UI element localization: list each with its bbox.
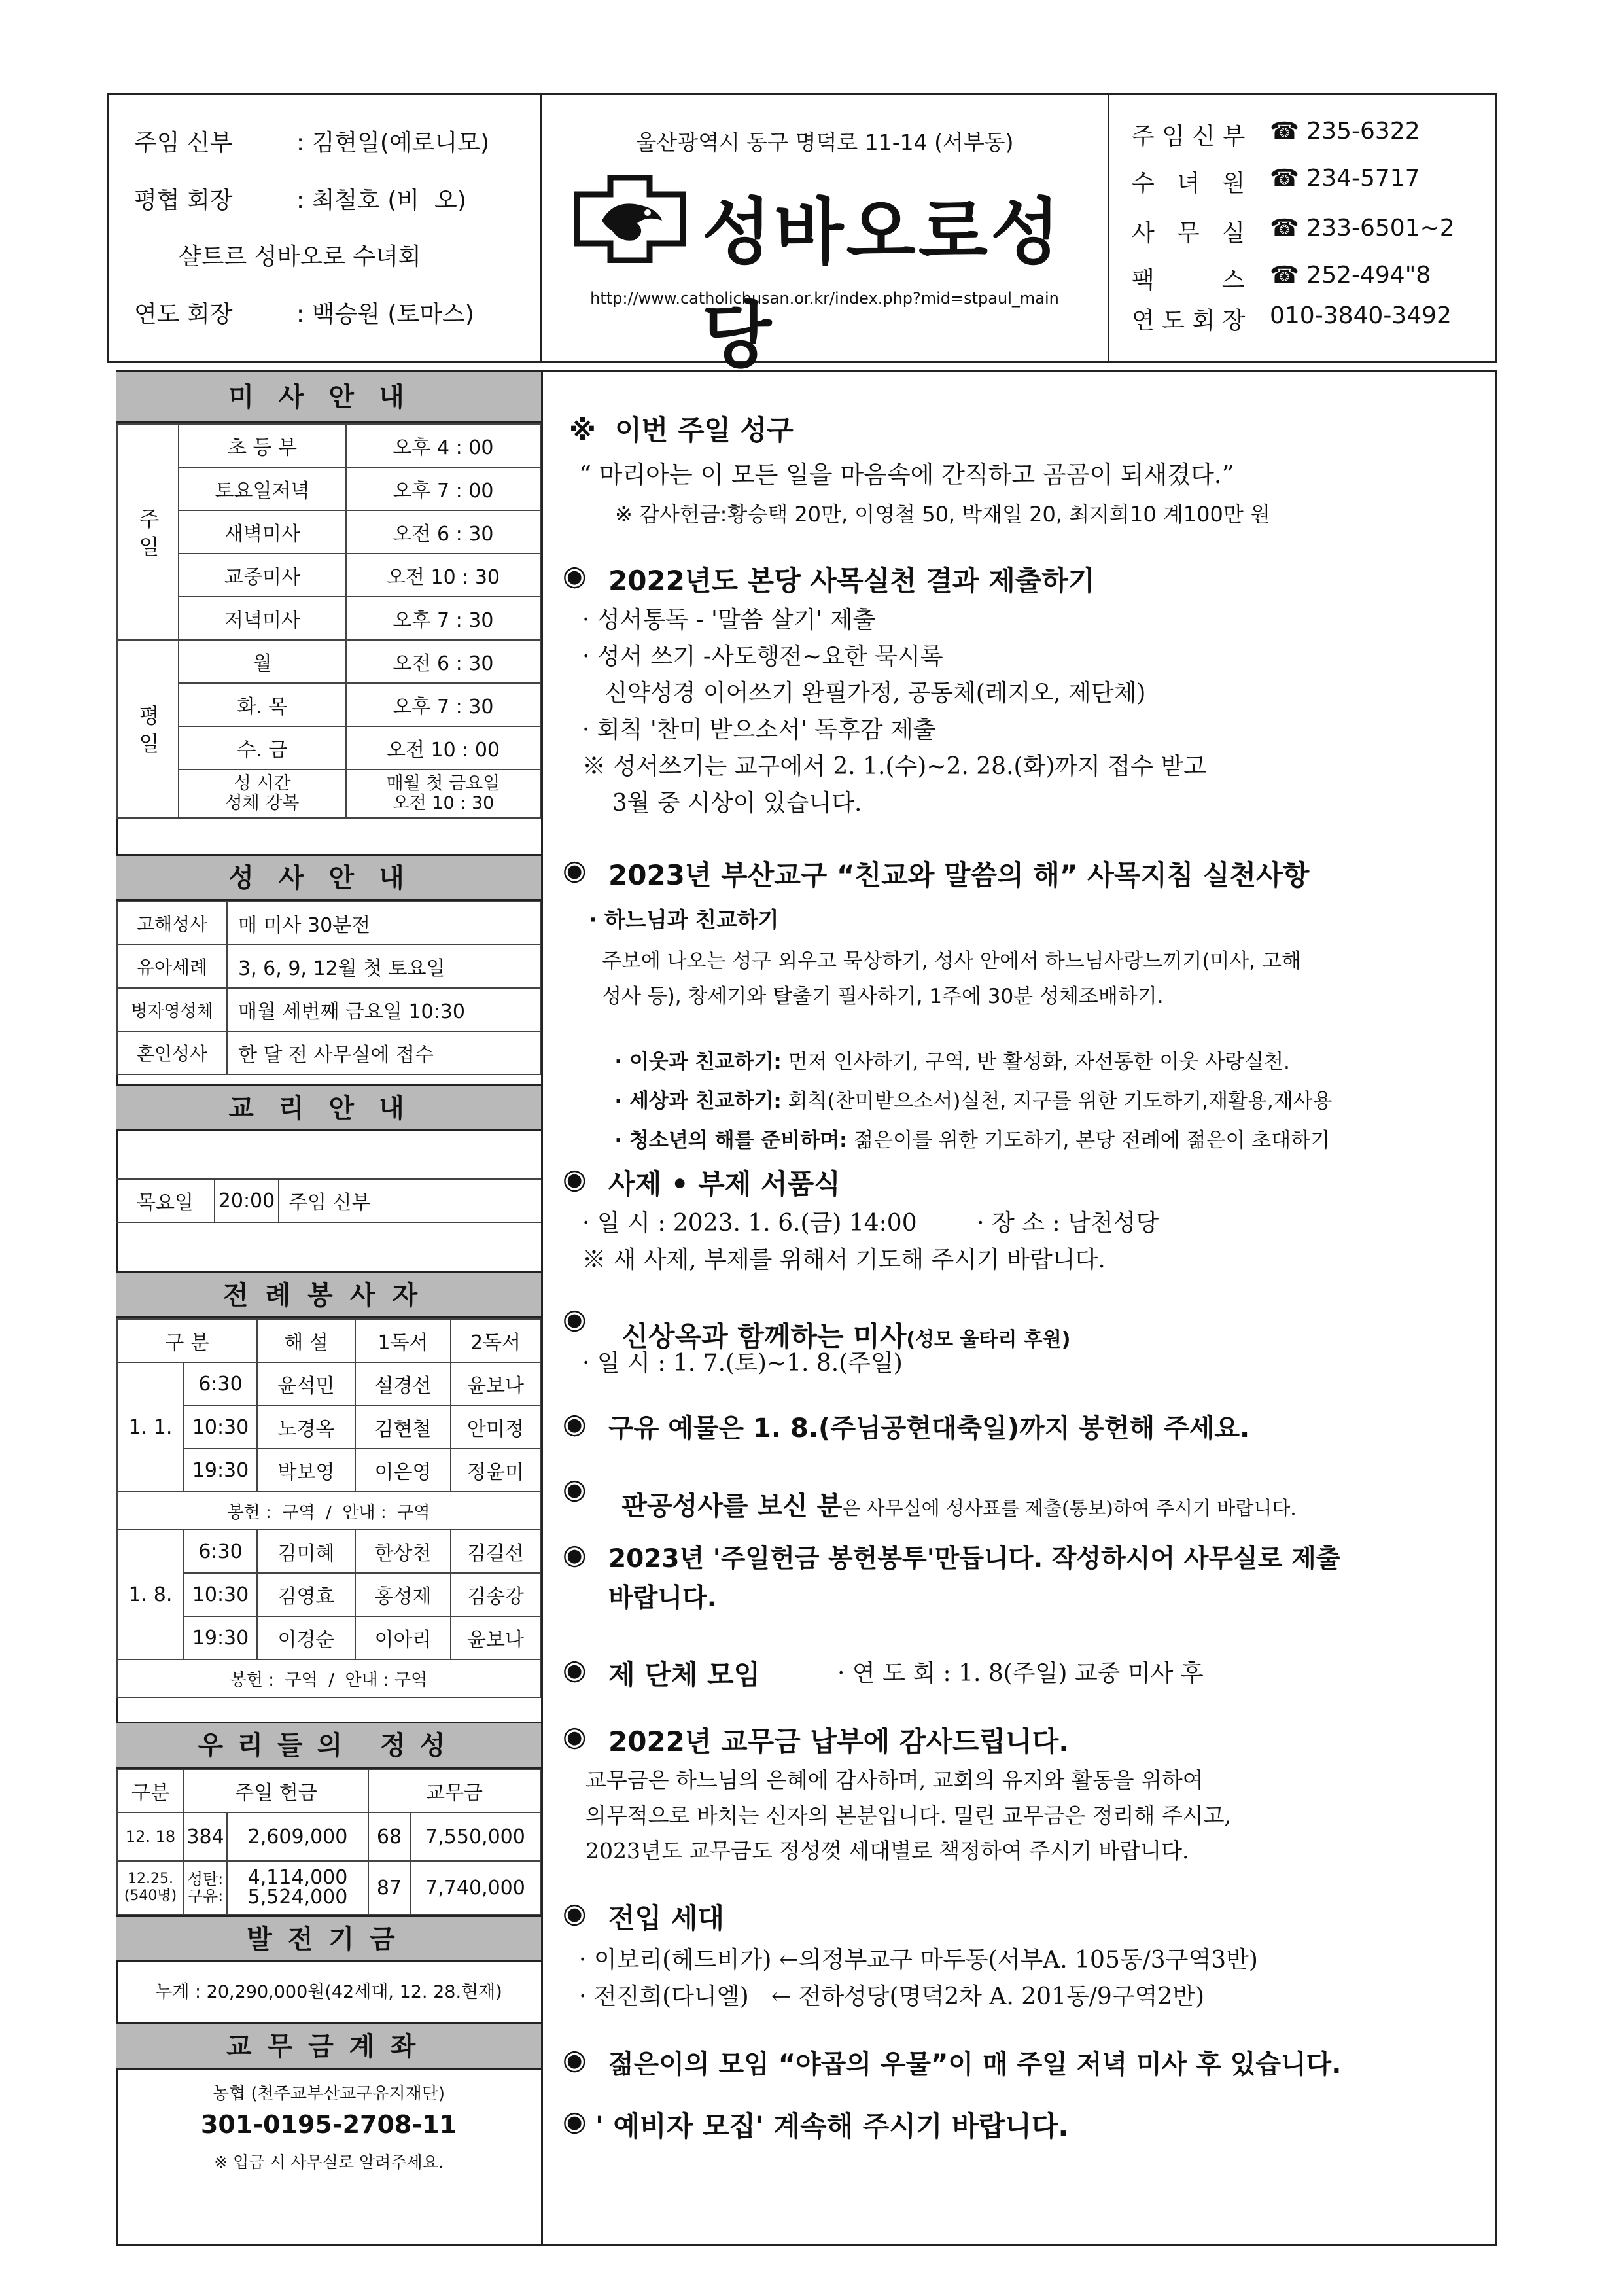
liturgy-cell: 설경선 — [355, 1362, 451, 1405]
offering-amount: 2,609,000 — [227, 1812, 368, 1861]
staff-label-2: 평협 회장 — [134, 187, 233, 214]
mass-name: 성 시간 성체 강복 — [179, 769, 346, 818]
sacrament-table — [116, 901, 541, 1075]
liturgy-cell: 정윤미 — [451, 1449, 540, 1492]
sunday-label: 주 일 — [117, 424, 179, 640]
mass-time: 매월 첫 금요일 오전 10 : 30 — [346, 769, 540, 818]
liturgy-cell: 6:30 — [184, 1530, 257, 1573]
staff-label-1: 주임 신부 — [134, 130, 233, 156]
s5-line1: · 일 시 : 1. 7.(토)~1. 8.(주일) — [582, 1350, 903, 1377]
sacrament-value: 매월 세번째 금요일 10:30 — [227, 988, 540, 1031]
s3-title: 2023년 부산교구 “친교와 말씀의 해” 사목지침 실천사항 — [608, 859, 1310, 891]
doctrine-who: 주임 신부 — [279, 1179, 541, 1222]
main-content — [543, 370, 1497, 2246]
liturgy-cell: 김길선 — [451, 1530, 540, 1573]
fund-text: 누계 : 20,290,000원(42세대, 12. 28.현재) — [155, 1982, 502, 2002]
s2-title: 2022년도 본당 사목실천 결과 제출하기 — [608, 565, 1095, 597]
s10-line: 교무금은 하느님의 은혜에 감사하며, 교회의 유지와 활동을 위하여 — [585, 1767, 1204, 1793]
s3-sub1-text1: 주보에 나오는 성구 외우고 묵상하기, 성사 안에서 하느님사랑느끼기(미사, 고해 — [602, 949, 1301, 973]
mass-time: 오후 7 : 30 — [346, 597, 540, 640]
church-url: http://www.catholicbusan.or.kr/index.php?mid=stpaul_main — [590, 289, 1059, 308]
mass-name: 교중미사 — [179, 554, 346, 597]
doctrine-table — [116, 1178, 541, 1223]
liturgy-cell: 김현철 — [355, 1405, 451, 1449]
s1-title: ※ 이번 주일 성구 — [569, 414, 794, 446]
header-church — [542, 93, 1108, 378]
sacrament-name: 혼인성사 — [117, 1031, 227, 1074]
church-address: 울산광역시 동구 명덕로 11-14 (서부동) — [635, 130, 1014, 155]
contact-label-5: 연 도 회 장 — [1132, 308, 1246, 334]
offering-header: 주일 헌금 — [184, 1769, 368, 1812]
offering-count: 68 — [368, 1812, 410, 1861]
s2-bullet-icon: ◉ — [563, 559, 587, 592]
liturgy-cell: 박보영 — [257, 1449, 355, 1492]
account-bank: 농협 (천주교부산교구유지재단) — [212, 2084, 445, 2104]
offering-amount: 4,114,000 5,524,000 — [227, 1861, 368, 1915]
liturgy-cell: 김송강 — [451, 1573, 540, 1616]
mass-time: 오후 7 : 30 — [346, 683, 540, 726]
mass-time: 오전 10 : 00 — [346, 726, 540, 769]
mass-title: 미사안내 — [116, 370, 541, 423]
staff-value-3: 샬트르 성바오로 수녀회 — [179, 243, 421, 270]
liturgy-date: 1. 1. — [117, 1362, 184, 1492]
liturgy-cell: 윤석민 — [257, 1362, 355, 1405]
offering-table — [116, 1769, 541, 1915]
s11-title: 전입 세대 — [608, 1902, 724, 1934]
liturgy-cell: 6:30 — [184, 1362, 257, 1405]
doctrine-time: 20:00 — [215, 1179, 279, 1222]
offering-header: 교무금 — [368, 1769, 540, 1812]
mass-name: 초 등 부 — [179, 424, 346, 467]
liturgy-cell: 19:30 — [184, 1449, 257, 1492]
s5-bullet-icon: ◉ — [563, 1303, 587, 1335]
offering-amount: 7,550,000 — [410, 1812, 540, 1861]
liturgy-cell: 김미혜 — [257, 1530, 355, 1573]
liturgy-header: 2독서 — [451, 1319, 540, 1362]
liturgy-cell: 홍성제 — [355, 1573, 451, 1616]
s9-title: 제 단체 모임 — [608, 1659, 761, 1691]
s8-bullet-icon: ◉ — [563, 1538, 587, 1570]
mass-name: 수. 금 — [179, 726, 346, 769]
liturgy-header: 구 분 — [117, 1319, 257, 1362]
account-number: 301-0195-2708-11 — [200, 2110, 457, 2139]
offering-title: 우리들의 정성 — [116, 1722, 541, 1769]
offering-count: 384 — [184, 1812, 227, 1861]
offering-amount: 7,740,000 — [410, 1861, 540, 1915]
s11-line: · 이보리(헤드비가) ←의정부교구 마두동(서부A. 105동/3구역3반) — [579, 1947, 1258, 1973]
weekday-label: 평 일 — [117, 640, 179, 818]
s3-sub2-text: 먼저 인사하기, 구역, 반 활성화, 자선통한 이웃 사랑실천. — [781, 1050, 1290, 1074]
contact-phone-2: ☎ 234-5717 — [1270, 165, 1420, 192]
s2-line: · 성서 쓰기 -사도행전~요한 묵시록 — [582, 643, 943, 670]
s6-title: 구유 예물은 1. 8.(주님공현대축일)까지 봉헌해 주세요. — [608, 1413, 1250, 1443]
liturgy-cell: 이아리 — [355, 1616, 451, 1659]
s2-line: · 회칙 '찬미 받으소서' 독후감 제출 — [582, 716, 936, 743]
s8-title2: 바랍니다. — [608, 1583, 717, 1613]
staff-value-2: : 최철호 (비 오) — [296, 187, 466, 214]
s11-bullet-icon: ◉ — [563, 1897, 587, 1929]
liturgy-date: 1. 8. — [117, 1530, 184, 1659]
church-logo-icon — [574, 175, 686, 263]
offering-count: 87 — [368, 1861, 410, 1915]
s12-title: 젊은이의 모임 “야곱의 우물”이 매 주일 저녁 미사 후 있습니다. — [608, 2049, 1342, 2079]
doctrine-title: 교리안내 — [116, 1084, 541, 1131]
s13-title: ' 예비자 모집' 계속해 주시기 바랍니다. — [595, 2110, 1069, 2142]
account-title: 교무금계좌 — [116, 2022, 541, 2070]
offering-date: 12. 18 — [117, 1812, 184, 1861]
account-note: ※ 입금 시 사무실로 알려주세요. — [214, 2153, 444, 2172]
sacrament-name: 유아세례 — [117, 945, 227, 988]
mass-time: 오전 10 : 30 — [346, 554, 540, 597]
s12-bullet-icon: ◉ — [563, 2043, 587, 2075]
mass-time: 오전 6 : 30 — [346, 640, 540, 683]
contact-phone-5: 010-3840-3492 — [1270, 302, 1452, 329]
staff-label-4: 연도 회장 — [134, 301, 233, 328]
liturgy-note: 봉헌 : 구역 / 안내 : 구역 — [117, 1659, 540, 1697]
liturgy-title: 전례봉사자 — [116, 1271, 541, 1318]
s9-text: · 연 도 회 : 1. 8(주일) 교중 미사 후 — [837, 1660, 1204, 1687]
s11-line: · 전진희(다니엘) ← 전하성당(명덕2차 A. 201동/9구역2반) — [579, 1983, 1205, 2010]
s1-note: ※ 감사헌금:황승택 20만, 이영철 50, 박재일 20, 최지희10 계100만 원 — [615, 502, 1270, 527]
sacrament-name: 병자영성체 — [117, 988, 227, 1031]
sidebar — [116, 370, 543, 2246]
s5-title-small: (성모 울타리 후원) — [906, 1328, 1071, 1351]
liturgy-cell: 19:30 — [184, 1616, 257, 1659]
liturgy-cell: 윤보나 — [451, 1362, 540, 1405]
s9-bullet-icon: ◉ — [563, 1653, 587, 1686]
fund-title: 발전기금 — [116, 1915, 541, 1962]
contact-label-3: 사 무 실 — [1132, 220, 1245, 247]
s10-bullet-icon: ◉ — [563, 1720, 587, 1752]
s4-line2: ※ 새 사제, 부제를 위해서 기도해 주시기 바랍니다. — [582, 1246, 1106, 1273]
s2-line: 신약성경 이어쓰기 완필가정, 공동체(레지오, 제단체) — [582, 680, 1146, 707]
s6-bullet-icon: ◉ — [563, 1407, 587, 1439]
staff-value-1: : 김현일(예로니모) — [296, 130, 490, 156]
contact-label-2: 수 녀 원 — [1132, 170, 1245, 197]
staff-value-4: : 백승원 (토마스) — [296, 301, 474, 328]
s10-title: 2022년 교무금 납부에 감사드립니다. — [608, 1725, 1070, 1757]
s3-sub4-label: · 청소년의 해를 준비하며: — [614, 1129, 848, 1152]
contact-phone-4: ☎ 252-494"8 — [1270, 262, 1431, 289]
sacrament-title: 성사안내 — [116, 854, 541, 901]
mass-name: 토요일저녁 — [179, 467, 346, 510]
mass-name: 저녁미사 — [179, 597, 346, 640]
liturgy-cell: 한상천 — [355, 1530, 451, 1573]
s3-sub2-label: · 이웃과 친교하기: — [614, 1050, 782, 1074]
liturgy-cell: 노경옥 — [257, 1405, 355, 1449]
contact-label-4: 팩 스 — [1132, 267, 1245, 294]
offering-date: 12.25. (540명) — [117, 1861, 184, 1915]
s2-line: ※ 성서쓰기는 교구에서 2. 1.(수)~2. 28.(화)까지 접수 받고 — [582, 753, 1206, 780]
s7-bullet-icon: ◉ — [563, 1473, 587, 1505]
liturgy-cell: 10:30 — [184, 1405, 257, 1449]
liturgy-header: 해 설 — [257, 1319, 355, 1362]
contact-label-1: 주 임 신 부 — [1132, 123, 1246, 150]
s4-bullet-icon: ◉ — [563, 1163, 587, 1195]
liturgy-cell: 이경순 — [257, 1616, 355, 1659]
mass-time: 오전 6 : 30 — [346, 510, 540, 554]
s3-sub3-label: · 세상과 친교하기: — [614, 1089, 782, 1113]
mass-name: 새벽미사 — [179, 510, 346, 554]
mass-time: 오후 7 : 00 — [346, 467, 540, 510]
liturgy-note: 봉헌 : 구역 / 안내 : 구역 — [117, 1492, 540, 1530]
s10-line: 2023년도 교무금도 정성껏 세대별로 책정하여 주시기 바랍니다. — [585, 1838, 1189, 1863]
s2-line: · 성서통독 - '말씀 살기' 제출 — [582, 607, 876, 633]
s10-line: 의무적으로 바치는 신자의 본분입니다. 밀린 교무금은 정리해 주시고, — [585, 1803, 1231, 1828]
mass-table — [116, 423, 541, 819]
doctrine-day: 목요일 — [116, 1179, 215, 1222]
s3-sub3-text: 회칙(찬미받으소서)실천, 지구를 위한 기도하기,재활용,재사용 — [781, 1089, 1333, 1113]
contact-phone-3: ☎ 233-6501~2 — [1270, 215, 1455, 241]
contact-phone-1: ☎ 235-6322 — [1270, 118, 1420, 145]
header-contacts — [1109, 93, 1497, 363]
s7-title: 판공성사를 보신 분 — [621, 1491, 843, 1521]
liturgy-cell: 이은영 — [355, 1449, 451, 1492]
s4-line1: · 일 시 : 2023. 1. 6.(금) 14:00 · 장 소 : 남천성당 — [582, 1210, 1159, 1237]
s4-title: 사제 • 부제 서품식 — [608, 1168, 841, 1200]
church-name: 성바오로성당 — [702, 190, 1063, 378]
liturgy-header: 1독서 — [355, 1319, 451, 1362]
s3-sub1-text2: 성사 등), 창세기와 탈출기 필사하기, 1주에 30분 성체조배하기. — [602, 985, 1164, 1008]
header-staff — [107, 93, 540, 363]
s7-wrap — [608, 1473, 1297, 1535]
liturgy-cell: 윤보나 — [451, 1616, 540, 1659]
offering-header: 구분 — [117, 1769, 184, 1812]
mass-name: 화. 목 — [179, 683, 346, 726]
liturgy-cell: 안미정 — [451, 1405, 540, 1449]
s3-sub1: · 하느님과 친교하기 — [589, 907, 779, 932]
offering-count: 성탄: 구유: — [184, 1861, 227, 1915]
s2-line: 3월 중 시상이 있습니다. — [582, 790, 862, 817]
s7-text: 은 사무실에 성사표를 제출(통보)하여 주시기 바랍니다. — [842, 1497, 1297, 1519]
liturgy-cell: 10:30 — [184, 1573, 257, 1616]
s5-title: 신상옥과 함께하는 미사 — [621, 1320, 907, 1352]
s3-sub4-text: 젊은이를 위한 기도하기, 본당 전례에 젊은이 초대하기 — [847, 1129, 1331, 1152]
s1-quote: “ 마리아는 이 모든 일을 마음속에 간직하고 곰곰이 되새겼다.” — [579, 461, 1234, 489]
liturgy-table — [116, 1318, 541, 1698]
sacrament-value: 한 달 전 사무실에 접수 — [227, 1031, 540, 1074]
mass-name: 월 — [179, 640, 346, 683]
sacrament-value: 매 미사 30분전 — [227, 902, 540, 945]
mass-time: 오후 4 : 00 — [346, 424, 540, 467]
s13-bullet-icon: ◉ — [563, 2105, 587, 2137]
s3-bullet-icon: ◉ — [563, 854, 587, 886]
sacrament-name: 고해성사 — [117, 902, 227, 945]
sacrament-value: 3, 6, 9, 12월 첫 토요일 — [227, 945, 540, 988]
liturgy-cell: 김영효 — [257, 1573, 355, 1616]
s8-title1: 2023년 '주일헌금 봉헌봉투'만듭니다. 작성하시어 사무실로 제출 — [608, 1544, 1341, 1574]
